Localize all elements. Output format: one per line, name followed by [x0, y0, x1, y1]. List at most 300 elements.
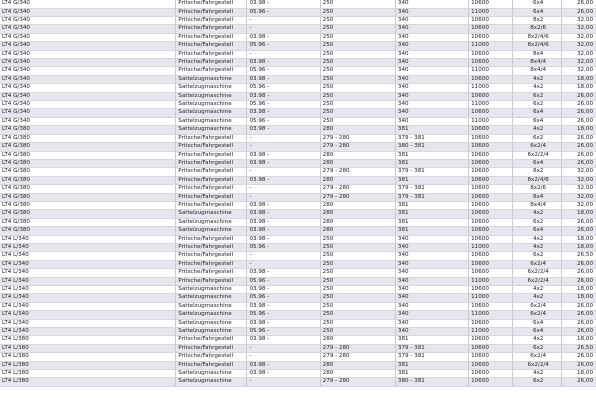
model-cell: LT4 L/340 — [0, 235, 176, 243]
axle-config-cell: 6x2/4 — [513, 143, 561, 151]
model-cell: LT4 L/340 — [0, 260, 176, 268]
table-row[interactable] — [0, 0, 596, 8]
model-cell: LT4 L/340 — [0, 294, 176, 302]
tonnage-cell: 32,00 — [561, 25, 596, 33]
power-ps-cell: 340 — [395, 319, 468, 327]
weight-cell: 10600 — [469, 210, 513, 218]
date-cell: - — [247, 168, 320, 176]
model-cell: LT4 G/340 — [0, 67, 176, 75]
weight-cell: 10600 — [469, 159, 513, 167]
tonnage-cell: 18,00 — [561, 84, 596, 92]
power-ps-cell: 381 — [395, 201, 468, 209]
power-kw-cell: 279 - 280 — [320, 353, 395, 361]
axle-config-cell: 6x4 — [513, 8, 561, 16]
axle-config-cell: 6x4 — [513, 117, 561, 125]
model-cell: LT4 L/340 — [0, 277, 176, 285]
table-row[interactable] — [0, 328, 596, 336]
model-cell: LT4 G/340 — [0, 59, 176, 67]
axle-config-cell: 6x4 — [513, 159, 561, 167]
axle-config-cell: 4x2 — [513, 210, 561, 218]
tonnage-cell: 18,00 — [561, 235, 596, 243]
power-kw-cell: 250 — [320, 260, 395, 268]
table-row[interactable] — [0, 252, 596, 260]
table-row[interactable] — [0, 370, 596, 378]
tonnage-cell: 26,00 — [561, 378, 596, 386]
power-ps-cell: 340 — [395, 75, 468, 83]
model-cell: LT4 L/340 — [0, 302, 176, 310]
table-row[interactable] — [0, 201, 596, 209]
axle-config-cell: 6x2/4 — [513, 353, 561, 361]
body-type-cell: Pritsche/Fahrgestell — [176, 8, 247, 16]
date-cell: 03.98 - — [247, 176, 320, 184]
tonnage-cell: 18,00 — [561, 243, 596, 251]
tonnage-cell: 26,00 — [561, 143, 596, 151]
tonnage-cell: 26,00 — [561, 92, 596, 100]
body-type-cell: Pritsche/Fahrgestell — [176, 151, 247, 159]
power-kw-cell: 250 — [320, 84, 395, 92]
date-cell: 05.96 - — [247, 328, 320, 336]
table-row[interactable] — [0, 101, 596, 109]
body-type-cell: Pritsche/Fahrgestell — [176, 361, 247, 369]
table-row[interactable] — [0, 75, 596, 83]
power-ps-cell: 381 — [395, 336, 468, 344]
tonnage-cell: 26,00 — [561, 151, 596, 159]
date-cell: 03.98 - — [247, 319, 320, 327]
table-row[interactable] — [0, 33, 596, 41]
table-row[interactable] — [0, 243, 596, 251]
weight-cell: 10600 — [469, 17, 513, 25]
body-type-cell: Sattelzugmaschine — [176, 328, 247, 336]
date-cell: 03.98 - — [247, 75, 320, 83]
axle-config-cell: 6x4 — [513, 227, 561, 235]
axle-config-cell: 8x2 — [513, 168, 561, 176]
model-cell: LT4 G/380 — [0, 218, 176, 226]
axle-config-cell: 8x4 — [513, 193, 561, 201]
power-ps-cell: 380 - 381 — [395, 143, 468, 151]
weight-cell: 11000 — [469, 243, 513, 251]
axle-config-cell: 6x2/2/4 — [513, 269, 561, 277]
date-cell: 05.96 - — [247, 101, 320, 109]
model-cell: LT4 G/340 — [0, 109, 176, 117]
date-cell: - — [247, 252, 320, 260]
weight-cell: 11000 — [469, 294, 513, 302]
power-kw-cell: 250 — [320, 311, 395, 319]
axle-config-cell: 8x2/4/6 — [513, 33, 561, 41]
body-type-cell: Sattelzugmaschine — [176, 319, 247, 327]
tonnage-cell: 18,00 — [561, 210, 596, 218]
body-type-cell: Pritsche/Fahrgestell — [176, 168, 247, 176]
date-cell: - — [247, 50, 320, 58]
axle-config-cell: 6x4 — [513, 0, 561, 8]
axle-config-cell: 6x2/4 — [513, 311, 561, 319]
table-row[interactable] — [0, 319, 596, 327]
weight-cell: 11000 — [469, 8, 513, 16]
axle-config-cell: 8x4/4 — [513, 59, 561, 67]
model-cell: LT4 G/340 — [0, 75, 176, 83]
table-row[interactable] — [0, 185, 596, 193]
power-kw-cell: 280 — [320, 159, 395, 167]
tonnage-cell: 32,00 — [561, 176, 596, 184]
table-row[interactable] — [0, 311, 596, 319]
power-ps-cell: 379 - 381 — [395, 344, 468, 352]
model-cell: LT4 L/340 — [0, 319, 176, 327]
table-row[interactable] — [0, 50, 596, 58]
power-ps-cell: 340 — [395, 67, 468, 75]
weight-cell: 10600 — [469, 75, 513, 83]
weight-cell: 10600 — [469, 185, 513, 193]
weight-cell: 10600 — [469, 302, 513, 310]
date-cell: 03.98 - — [247, 151, 320, 159]
table-row[interactable] — [0, 302, 596, 310]
body-type-cell: Sattelzugmaschine — [176, 370, 247, 378]
axle-config-cell: 4x2 — [513, 126, 561, 134]
tonnage-cell: 26,00 — [561, 302, 596, 310]
date-cell: 03.98 - — [247, 361, 320, 369]
weight-cell: 10600 — [469, 336, 513, 344]
axle-config-cell: 6x2/4 — [513, 302, 561, 310]
body-type-cell: Sattelzugmaschine — [176, 218, 247, 226]
body-type-cell: Pritsche/Fahrgestell — [176, 201, 247, 209]
model-cell: LT4 G/340 — [0, 84, 176, 92]
weight-cell: 10600 — [469, 201, 513, 209]
date-cell: 03.98 - — [247, 33, 320, 41]
model-cell: LT4 G/380 — [0, 134, 176, 142]
model-cell: LT4 G/340 — [0, 42, 176, 50]
body-type-cell: Sattelzugmaschine — [176, 101, 247, 109]
date-cell: - — [247, 185, 320, 193]
axle-config-cell: 6x2 — [513, 134, 561, 142]
weight-cell: 10600 — [469, 168, 513, 176]
table-row[interactable] — [0, 336, 596, 344]
tonnage-cell: 26,00 — [561, 277, 596, 285]
weight-cell: 10600 — [469, 353, 513, 361]
date-cell: - — [247, 378, 320, 386]
axle-config-cell: 4x2 — [513, 243, 561, 251]
table-row[interactable] — [0, 210, 596, 218]
tonnage-cell: 26,00 — [561, 353, 596, 361]
axle-config-cell: 6x2/2/4 — [513, 361, 561, 369]
weight-cell: 11000 — [469, 328, 513, 336]
table-row[interactable] — [0, 67, 596, 75]
table-row[interactable] — [0, 92, 596, 100]
model-cell: LT4 G/380 — [0, 176, 176, 184]
body-type-cell: Pritsche/Fahrgestell — [176, 17, 247, 25]
table-row[interactable] — [0, 277, 596, 285]
tonnage-cell: 26,00 — [561, 117, 596, 125]
model-cell: LT4 L/340 — [0, 269, 176, 277]
body-type-cell: Pritsche/Fahrgestell — [176, 67, 247, 75]
table-row[interactable] — [0, 353, 596, 361]
table-row[interactable] — [0, 126, 596, 134]
power-kw-cell: 279 - 280 — [320, 134, 395, 142]
tonnage-cell: 18,00 — [561, 75, 596, 83]
power-ps-cell: 340 — [395, 0, 468, 8]
tonnage-cell: 32,00 — [561, 193, 596, 201]
tonnage-cell: 26,00 — [561, 218, 596, 226]
tonnage-cell: 26,00 — [561, 0, 596, 8]
axle-config-cell: 8x4/4 — [513, 201, 561, 209]
table-row[interactable] — [0, 218, 596, 226]
power-kw-cell: 250 — [320, 59, 395, 67]
power-kw-cell: 250 — [320, 294, 395, 302]
tonnage-cell: 26,00 — [561, 109, 596, 117]
axle-config-cell: 8x2/6 — [513, 185, 561, 193]
table-row[interactable] — [0, 168, 596, 176]
table-row[interactable] — [0, 227, 596, 235]
date-cell: 03.98 - — [247, 0, 320, 8]
weight-cell: 10600 — [469, 269, 513, 277]
model-cell: LT4 G/380 — [0, 151, 176, 159]
body-type-cell: Pritsche/Fahrgestell — [176, 193, 247, 201]
date-cell: 03.98 - — [247, 159, 320, 167]
body-type-cell: Pritsche/Fahrgestell — [176, 134, 247, 142]
weight-cell: 10600 — [469, 176, 513, 184]
power-kw-cell: 250 — [320, 33, 395, 41]
model-cell: LT4 G/380 — [0, 126, 176, 134]
weight-cell: 10600 — [469, 227, 513, 235]
power-kw-cell: 250 — [320, 17, 395, 25]
date-cell: 03.98 - — [247, 210, 320, 218]
body-type-cell: Pritsche/Fahrgestell — [176, 277, 247, 285]
power-kw-cell: 280 — [320, 176, 395, 184]
date-cell: - — [247, 344, 320, 352]
body-type-cell: Sattelzugmaschine — [176, 84, 247, 92]
axle-config-cell: 8x2/4/6 — [513, 176, 561, 184]
axle-config-cell: 4x2 — [513, 286, 561, 294]
table-row[interactable] — [0, 109, 596, 117]
model-cell: LT4 L/380 — [0, 344, 176, 352]
power-kw-cell: 250 — [320, 328, 395, 336]
weight-cell: 10600 — [469, 260, 513, 268]
power-kw-cell: 280 — [320, 227, 395, 235]
body-type-cell: Pritsche/Fahrgestell — [176, 269, 247, 277]
date-cell: - — [247, 17, 320, 25]
tonnage-cell: 26,50 — [561, 252, 596, 260]
model-cell: LT4 L/380 — [0, 336, 176, 344]
table-row[interactable] — [0, 269, 596, 277]
weight-cell: 10600 — [469, 370, 513, 378]
date-cell: 03.98 - — [247, 336, 320, 344]
weight-cell: 10600 — [469, 286, 513, 294]
model-cell: LT4 L/340 — [0, 252, 176, 260]
axle-config-cell: 6x2/2/4 — [513, 151, 561, 159]
axle-config-cell: 6x2 — [513, 218, 561, 226]
power-ps-cell: 340 — [395, 25, 468, 33]
power-ps-cell: 340 — [395, 252, 468, 260]
model-cell: LT4 G/340 — [0, 25, 176, 33]
power-ps-cell: 340 — [395, 117, 468, 125]
model-cell: LT4 L/340 — [0, 311, 176, 319]
weight-cell: 10600 — [469, 59, 513, 67]
table-row[interactable] — [0, 159, 596, 167]
axle-config-cell: 4x2 — [513, 336, 561, 344]
model-cell: LT4 L/380 — [0, 370, 176, 378]
table-row[interactable] — [0, 134, 596, 142]
model-cell: LT4 G/380 — [0, 227, 176, 235]
table-row[interactable] — [0, 344, 596, 352]
body-type-cell: Pritsche/Fahrgestell — [176, 235, 247, 243]
body-type-cell: Pritsche/Fahrgestell — [176, 344, 247, 352]
table-row[interactable] — [0, 59, 596, 67]
tonnage-cell: 26,00 — [561, 319, 596, 327]
power-ps-cell: 340 — [395, 8, 468, 16]
axle-config-cell: 6x2 — [513, 344, 561, 352]
table-row[interactable] — [0, 286, 596, 294]
table-row[interactable] — [0, 361, 596, 369]
weight-cell: 10600 — [469, 143, 513, 151]
table-row[interactable] — [0, 193, 596, 201]
power-ps-cell: 340 — [395, 235, 468, 243]
weight-cell: 11000 — [469, 42, 513, 50]
model-cell: LT4 G/340 — [0, 33, 176, 41]
power-kw-cell: 250 — [320, 109, 395, 117]
date-cell: 03.98 - — [247, 126, 320, 134]
tonnage-cell: 26,00 — [561, 134, 596, 142]
power-kw-cell: 280 — [320, 201, 395, 209]
body-type-cell: Pritsche/Fahrgestell — [176, 336, 247, 344]
date-cell: - — [247, 143, 320, 151]
tonnage-cell: 26,50 — [561, 344, 596, 352]
axle-config-cell: 6x4 — [513, 328, 561, 336]
weight-cell: 10600 — [469, 134, 513, 142]
power-ps-cell: 381 — [395, 176, 468, 184]
date-cell: - — [247, 25, 320, 33]
power-ps-cell: 340 — [395, 92, 468, 100]
power-kw-cell: 250 — [320, 92, 395, 100]
weight-cell: 10600 — [469, 0, 513, 8]
model-cell: LT4 L/380 — [0, 361, 176, 369]
table-row[interactable] — [0, 117, 596, 125]
date-cell: 05.96 - — [247, 84, 320, 92]
axle-config-cell: 8x4/4 — [513, 67, 561, 75]
table-row[interactable] — [0, 143, 596, 151]
power-ps-cell: 379 - 381 — [395, 353, 468, 361]
table-row[interactable] — [0, 8, 596, 16]
weight-cell: 10600 — [469, 252, 513, 260]
model-cell: LT4 L/380 — [0, 353, 176, 361]
axle-config-cell: 4x2 — [513, 75, 561, 83]
table-row[interactable] — [0, 84, 596, 92]
power-kw-cell: 279 - 280 — [320, 168, 395, 176]
table-row[interactable] — [0, 260, 596, 268]
power-ps-cell: 381 — [395, 210, 468, 218]
weight-cell: 10600 — [469, 109, 513, 117]
model-cell: LT4 G/340 — [0, 50, 176, 58]
power-kw-cell: 279 - 280 — [320, 193, 395, 201]
date-cell: 03.98 - — [247, 109, 320, 117]
axle-config-cell: 4x2 — [513, 294, 561, 302]
power-ps-cell: 379 - 381 — [395, 185, 468, 193]
date-cell: 03.98 - — [247, 201, 320, 209]
power-ps-cell: 381 — [395, 151, 468, 159]
power-kw-cell: 250 — [320, 25, 395, 33]
tonnage-cell: 32,00 — [561, 59, 596, 67]
power-ps-cell: 340 — [395, 260, 468, 268]
power-kw-cell: 279 - 280 — [320, 143, 395, 151]
power-ps-cell: 340 — [395, 302, 468, 310]
power-kw-cell: 250 — [320, 117, 395, 125]
model-cell: LT4 G/380 — [0, 168, 176, 176]
date-cell: 03.98 - — [247, 286, 320, 294]
axle-config-cell: 6x4 — [513, 319, 561, 327]
power-kw-cell: 280 — [320, 210, 395, 218]
tonnage-cell: 32,00 — [561, 17, 596, 25]
tonnage-cell: 26,00 — [561, 8, 596, 16]
weight-cell: 11000 — [469, 311, 513, 319]
axle-config-cell: 8x2 — [513, 17, 561, 25]
power-ps-cell: 381 — [395, 370, 468, 378]
model-cell: LT4 G/380 — [0, 159, 176, 167]
axle-config-cell: 6x2 — [513, 101, 561, 109]
date-cell: 03.98 - — [247, 218, 320, 226]
body-type-cell: Pritsche/Fahrgestell — [176, 0, 247, 8]
body-type-cell: Pritsche/Fahrgestell — [176, 260, 247, 268]
power-kw-cell: 279 - 280 — [320, 378, 395, 386]
table-row[interactable] — [0, 151, 596, 159]
power-ps-cell: 340 — [395, 33, 468, 41]
weight-cell: 10600 — [469, 126, 513, 134]
table-row[interactable] — [0, 25, 596, 33]
date-cell: 05.96 - — [247, 67, 320, 75]
body-type-cell: Pritsche/Fahrgestell — [176, 185, 247, 193]
power-kw-cell: 250 — [320, 243, 395, 251]
date-cell: 03.98 - — [247, 92, 320, 100]
power-kw-cell: 250 — [320, 286, 395, 294]
table-row[interactable] — [0, 235, 596, 243]
date-cell: 05.96 - — [247, 243, 320, 251]
tonnage-cell: 32,00 — [561, 42, 596, 50]
power-kw-cell: 250 — [320, 75, 395, 83]
axle-config-cell: 8x2/6 — [513, 25, 561, 33]
model-cell: LT4 G/380 — [0, 185, 176, 193]
date-cell: 03.98 - — [247, 235, 320, 243]
model-cell: LT4 G/380 — [0, 193, 176, 201]
axle-config-cell: 4x2 — [513, 370, 561, 378]
axle-config-cell: 8x2/4/6 — [513, 42, 561, 50]
weight-cell: 10600 — [469, 344, 513, 352]
table-row[interactable] — [0, 17, 596, 25]
table-row[interactable] — [0, 294, 596, 302]
power-kw-cell: 250 — [320, 252, 395, 260]
weight-cell: 10600 — [469, 50, 513, 58]
power-ps-cell: 340 — [395, 59, 468, 67]
power-kw-cell: 280 — [320, 151, 395, 159]
model-cell: LT4 G/340 — [0, 17, 176, 25]
model-cell: LT4 G/380 — [0, 210, 176, 218]
date-cell: 03.98 - — [247, 302, 320, 310]
table-row[interactable] — [0, 176, 596, 184]
model-cell: LT4 L/340 — [0, 328, 176, 336]
weight-cell: 11000 — [469, 277, 513, 285]
body-type-cell: Sattelzugmaschine — [176, 117, 247, 125]
power-ps-cell: 340 — [395, 101, 468, 109]
table-row[interactable] — [0, 42, 596, 50]
table-row[interactable] — [0, 378, 596, 386]
axle-config-cell: 8x4 — [513, 50, 561, 58]
power-ps-cell: 381 — [395, 218, 468, 226]
weight-cell: 11000 — [469, 117, 513, 125]
model-cell: LT4 L/340 — [0, 243, 176, 251]
power-ps-cell: 340 — [395, 269, 468, 277]
weight-cell: 10600 — [469, 218, 513, 226]
model-cell: LT4 G/340 — [0, 101, 176, 109]
axle-config-cell: 4x2 — [513, 84, 561, 92]
power-kw-cell: 250 — [320, 67, 395, 75]
body-type-cell: Pritsche/Fahrgestell — [176, 42, 247, 50]
tonnage-cell: 32,00 — [561, 185, 596, 193]
model-cell: LT4 G/340 — [0, 0, 176, 8]
tonnage-cell: 26,00 — [561, 328, 596, 336]
